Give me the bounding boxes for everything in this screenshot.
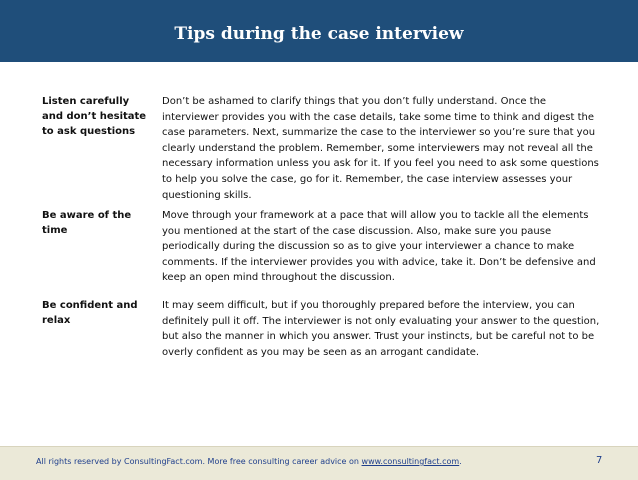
- footer-credit-suffix: .: [459, 457, 462, 466]
- slide-footer: [0, 446, 638, 480]
- slide-title: Tips during the case interview: [174, 24, 464, 44]
- tip-label: Listen carefully and don’t hesitate to ask questions: [42, 96, 147, 137]
- footer-credit-prefix: All rights reserved by ConsultingFact.com. More free consulting career advice on: [36, 457, 362, 466]
- page-number: 7: [596, 455, 603, 466]
- tip-label: Be confident and relax: [42, 300, 138, 326]
- tip-label: Be aware of the time: [42, 210, 132, 236]
- tips-content: [0, 62, 638, 446]
- tip-text: It may seem difficult, but if you thoroughly prepared before the interview, you can definitely pull it off. The interviewer is not only evaluating your answer to the question, but also the manner in which you answer. Trust your instincts, but be careful not to be overly confident as you may be seen as an arrogant candidate.: [162, 300, 600, 358]
- footer-credit: [36, 457, 462, 466]
- consultingfact-link[interactable]: www.consultingfact.com: [361, 457, 460, 466]
- tip-text: Don’t be ashamed to clarify things that you don’t fully understand. Once the interviewer provides you with the case details, take some time to think and digest the case parameters. Next, summarize the case to the interviewer so you’re sure that you clearly understand the problem. Remember, some interviewers may not reveal all the necessary information unless you ask for it. If you feel you need to ask some questions to help you solve the case, go for it. Remember, the case interview assesses your questioning skills.: [162, 96, 599, 201]
- slide-header: [0, 0, 638, 63]
- tip-text: Move through your framework at a pace that will allow you to tackle all the elements you mentioned at the start of the case discussion. Also, make sure you pause periodically during the discussion so as to give your interviewer a chance to make comments. If the interviewer provides you with advice, take it. Don’t be defensive and keep an open mind throughout the discussion.: [162, 210, 596, 284]
